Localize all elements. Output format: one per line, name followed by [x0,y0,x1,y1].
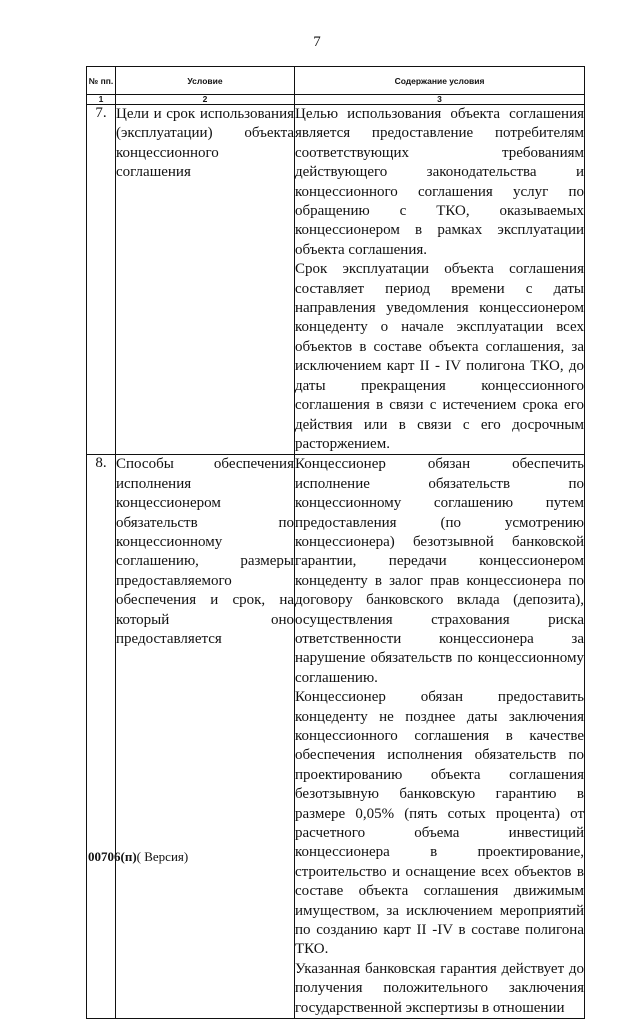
table-row [87,455,585,1019]
content-paragraph: Срок эксплуатации объекта соглашения составляет период времени с даты направления уведомления концессионером концеденту о начале эксплуатации всех объектов в составе объекта соглашения, за исключением карт II - IV полигона ТКО, до даты прекращения концессионного соглашения в связи с истечением срока его действия или в связи с его досрочным расторжением. [295,261,584,452]
content-paragraph: Концессионер обязан обеспечить исполнение обязательств по концессионному соглашению путем предоставления (по усмотрению концессионера) безотзывной банковской гарантии, передачи концессионером концеденту в залог прав концессионера по договору банковского вклада (депозита), осуществления страхования риска ответственности концессионера за нарушение обязательств по концессионному соглашению. [295,456,584,686]
row-content [295,105,585,455]
row-condition: Способы обеспечения исполнения концессионером обязательств по концессионному соглашению, размеры предоставляемого обеспечения и срок, на который оно предоставляется [116,455,295,1019]
row-content [295,455,585,1019]
table-row [87,105,585,455]
row-condition: Цели и срок использования (эксплуатации) объекта концессионного соглашения [116,105,295,455]
row-number: 8. [87,455,116,1019]
content-paragraph: Указанная банковская гарантия действует до получения положительного заключения государственной экспертизы в отношении [295,960,584,1016]
content-paragraph: Целью использования объекта соглашения является предоставление потребителям соответствующих требованиям действующего законодательства и концессионного соглашения услуг по обращению с ТКО, оказываемых концессионером в рамках эксплуатации объекта соглашения. [295,106,584,258]
page-number: 7 [313,34,321,50]
conditions-table [86,66,585,1019]
footer-code: 00706(п) [88,849,137,864]
header-content: Содержание условия [295,67,585,95]
header-condition: Условие [116,67,295,95]
index-cell-3: 3 [295,95,585,105]
index-cell-1: 1 [87,95,116,105]
index-cell-2: 2 [116,95,295,105]
table-index-row [87,95,585,105]
header-num: № пп. [87,67,116,95]
row-number: 7. [87,105,116,455]
table-header-row [87,67,585,95]
content-paragraph: Концессионер обязан предоставить концеденту не позднее даты заключения концессионного соглашения в качестве обеспечения исполнения обязательств по проектированию объекта соглашения безотзывную банковскую гарантию в размере 0,05% (пять сотых процента) от расчетного объема инвестиций концессионера в проектирование, строительство и оснащение всех объектов в составе объекта соглашения движимым имуществом, за исключением мероприятий по созданию карт II -IV в составе полигона ТКО. [295,689,584,958]
document-footer [88,849,188,865]
footer-version: ( Версия) [136,849,189,864]
